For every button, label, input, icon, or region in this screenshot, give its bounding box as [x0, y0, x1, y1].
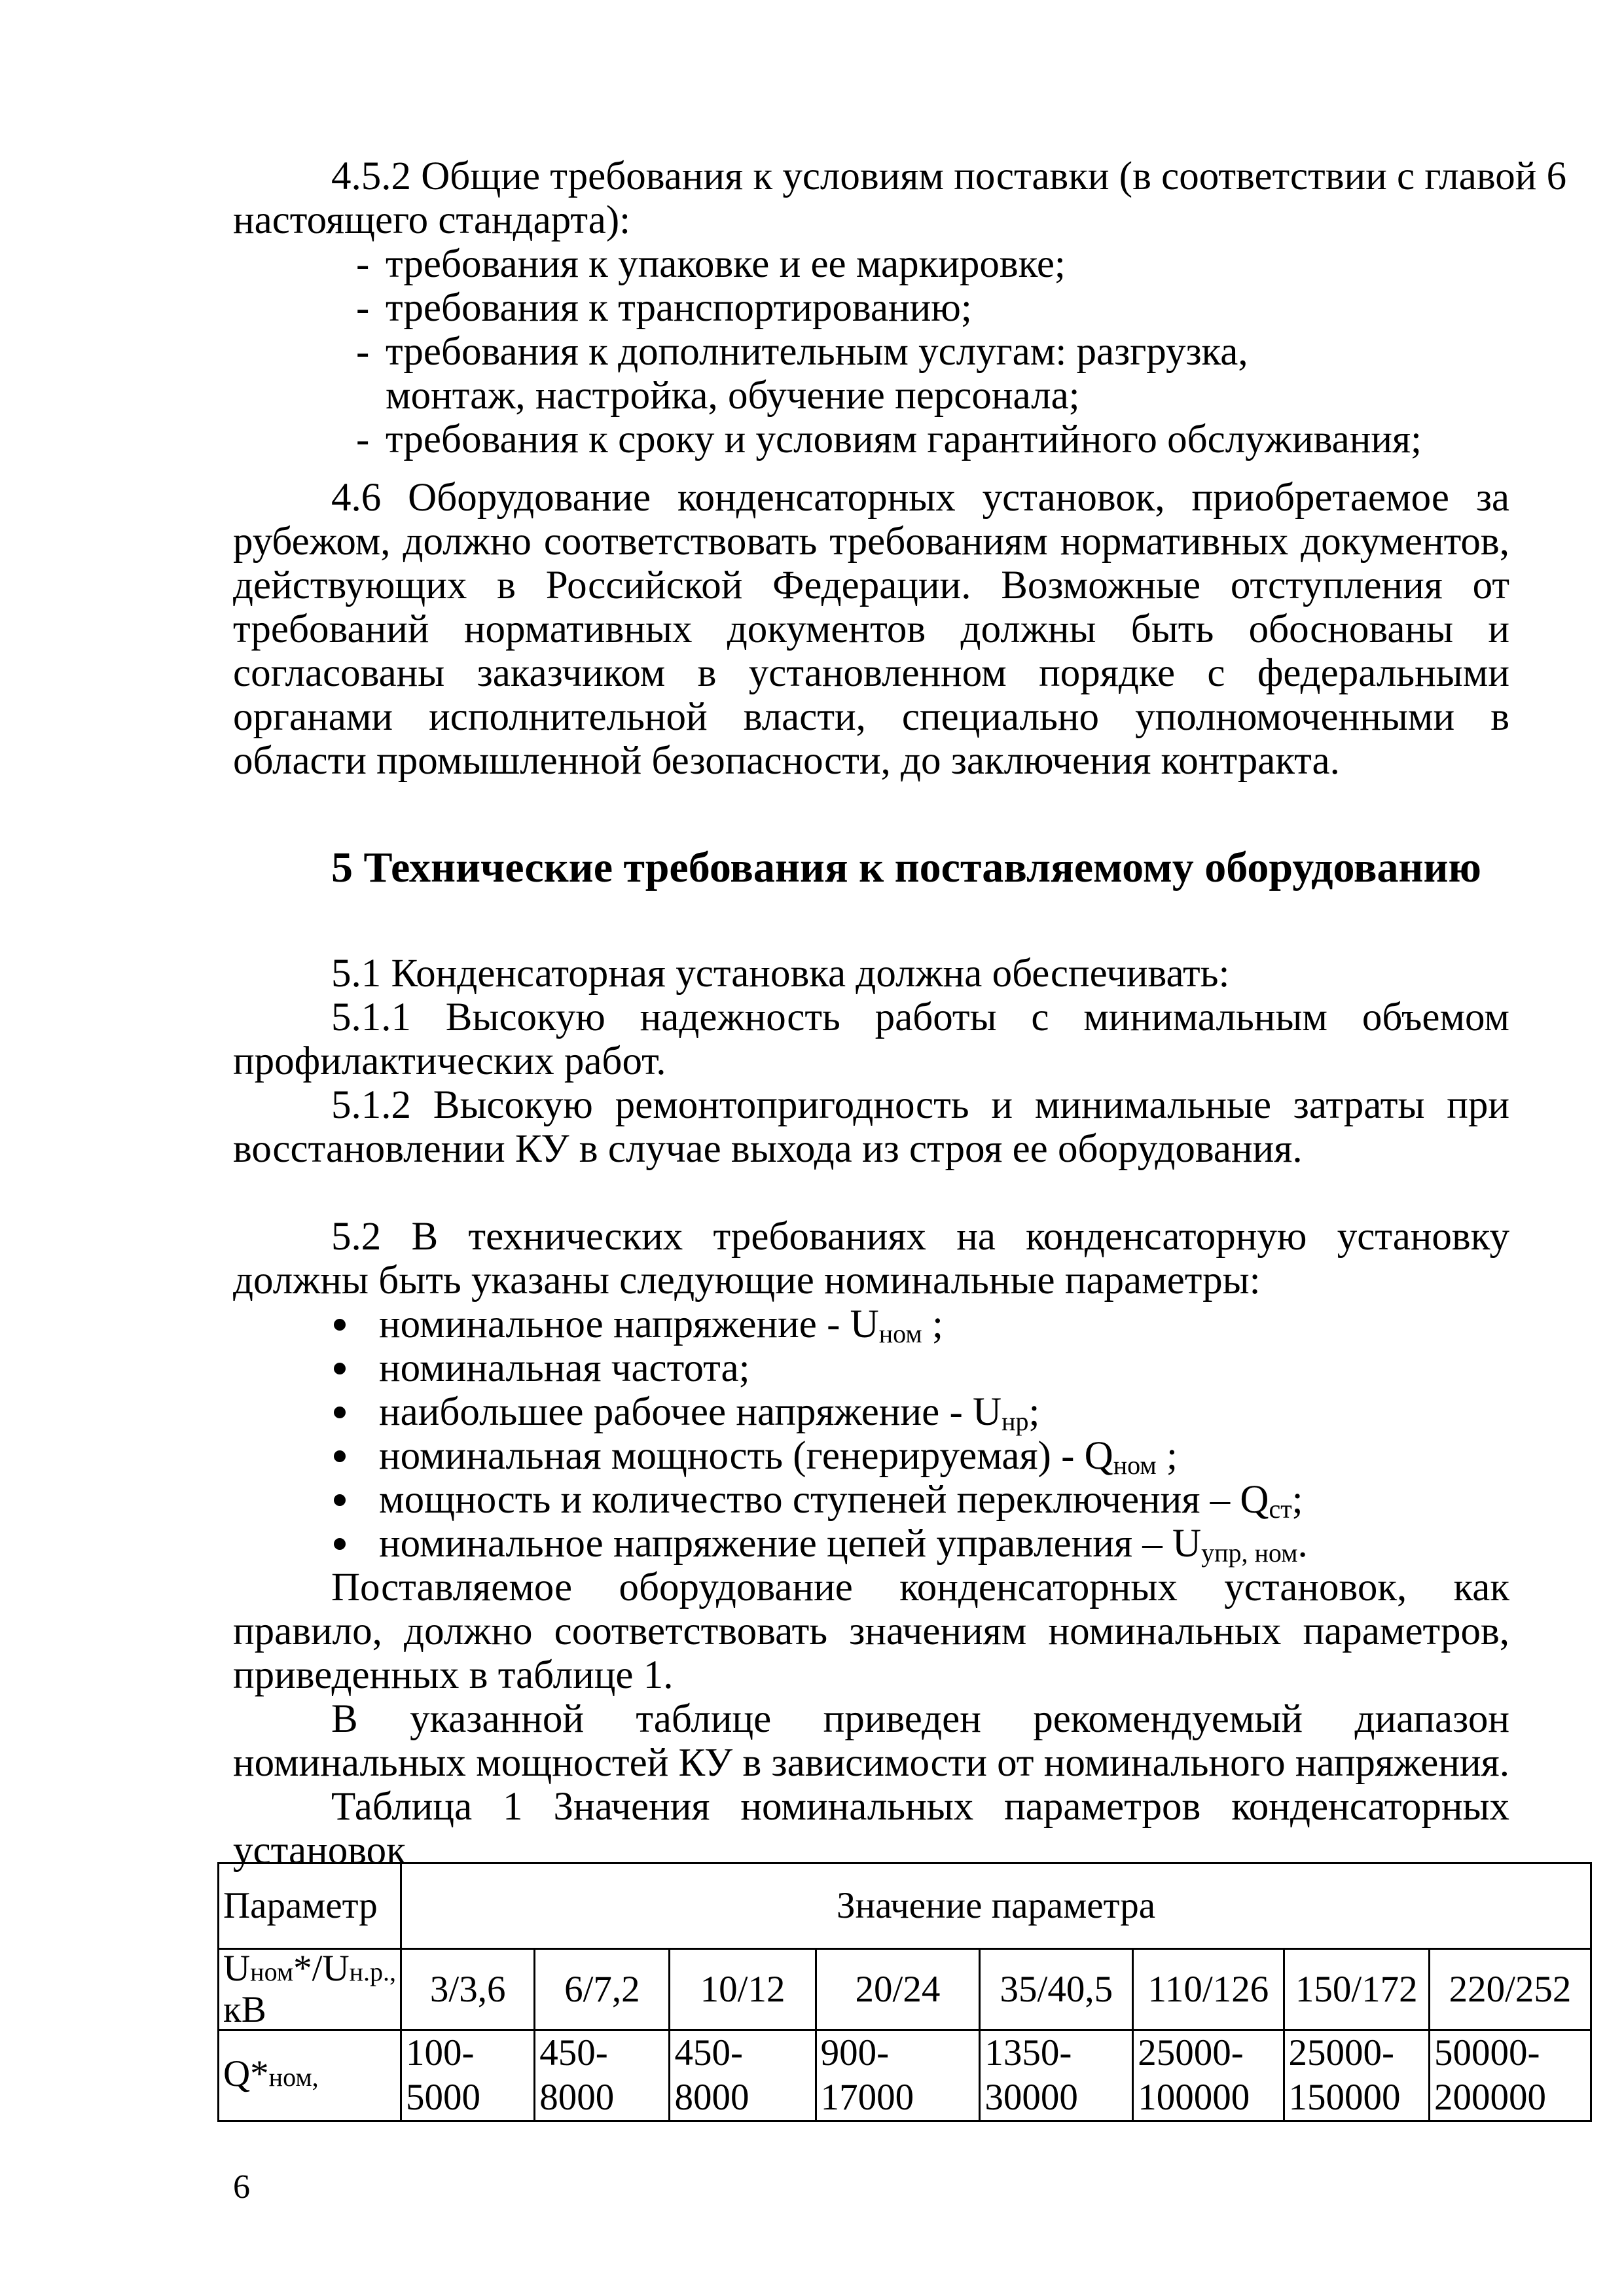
- page-number: 6: [233, 2168, 250, 2206]
- list-item-text: номинальное напряжение - U: [379, 1302, 879, 1346]
- list-item-text: требования к транспортированию;: [386, 286, 972, 330]
- table-cell: [816, 2030, 980, 2121]
- header-parameter: Параметр: [219, 1863, 401, 1949]
- table-cell: 20/24: [816, 1949, 980, 2030]
- cell-line: 100-: [406, 2032, 475, 2073]
- nominal-parameters-list: [233, 1302, 1509, 1566]
- paragraph-4-6: 4.6 Оборудование конденсаторных установок, приобретаемое за рубежом, должно соответствовать требованиям нормативных документов, действующих в Российской Федерации. Возможные отступления от требований нормативных документов должны быть обоснованы и согласованы заказчиком в установленном порядке с федеральными органами исполнительной власти, специально уполномоченными в области промышленной безопасности, до заключения контракта.: [233, 476, 1509, 783]
- cell-line: 450-: [539, 2032, 608, 2073]
- list-item-text: мощность и количество ступеней переключения – Q: [379, 1478, 1269, 1522]
- paragraph-4-5-2-line2: настоящего стандарта):: [233, 198, 631, 242]
- voltage-label-mid: */U: [293, 1948, 350, 1989]
- cell-line: 450-: [674, 2032, 743, 2073]
- table-cell: [401, 2030, 535, 2121]
- table-cell: [1133, 2030, 1284, 2121]
- list-item-tail: ;: [922, 1302, 943, 1346]
- paragraph-recommended-range: В указанной таблице приведен рекомендуемый диапазон номинальных мощностей КУ в зависимости от номинального напряжения.: [233, 1697, 1509, 1785]
- list-item-tail: ;: [1156, 1434, 1178, 1478]
- bullet-icon: [334, 1319, 346, 1331]
- dash-marker: -: [356, 286, 370, 330]
- subscript: ст: [1269, 1494, 1292, 1524]
- delivery-requirements-list: [233, 242, 1509, 461]
- list-item-text: номинальная частота;: [379, 1346, 750, 1390]
- paragraph-4-5-2-line1: 4.5.2 Общие требования к условиям поставки (в соответствии с главой 6: [331, 154, 1567, 198]
- table-caption: Таблица 1 Значения номинальных параметров конденсаторных установок: [233, 1785, 1509, 1873]
- paragraph-5-1: 5.1 Конденсаторная установка должна обеспечивать:: [331, 952, 1230, 996]
- voltage-label-u: U: [223, 1948, 251, 1989]
- cell-line: 100000: [1138, 2077, 1250, 2118]
- table-cell: 35/40,5: [980, 1949, 1133, 2030]
- bullet-icon: [334, 1407, 346, 1418]
- paragraph-5-1-2: 5.1.2 Высокую ремонтопригодность и минимальные затраты при восстановлении КУ в случае выхода из строя ее оборудования.: [233, 1083, 1509, 1171]
- bullet-icon: [334, 1363, 346, 1374]
- document-page: [233, 154, 1567, 1873]
- power-label: [219, 2030, 401, 2121]
- list-item-text: требования к дополнительным услугам: разгрузка, монтаж, настройка, обучение персонала;: [386, 330, 1248, 418]
- bullet-icon: [334, 1538, 346, 1550]
- list-item-text: наибольшее рабочее напряжение - U: [379, 1390, 1002, 1434]
- list-item: [356, 330, 1509, 418]
- table-cell: 220/252: [1430, 1949, 1591, 2030]
- cell-line: 900-: [820, 2032, 890, 2073]
- list-item: [331, 1390, 1509, 1434]
- table-cell: [535, 2030, 670, 2121]
- power-label-q: Q*: [223, 2053, 269, 2094]
- list-item-tail: ;: [1028, 1390, 1040, 1434]
- subscript: ном: [1113, 1450, 1157, 1480]
- table-cell: 150/172: [1284, 1949, 1430, 2030]
- table-cell: [1430, 2030, 1591, 2121]
- list-item-text: номинальная мощность (генерируемая) - Q: [379, 1434, 1113, 1478]
- bullet-icon: [334, 1450, 346, 1462]
- list-item: [331, 1522, 1509, 1566]
- cell-line: 17000: [820, 2077, 914, 2118]
- nominal-parameters-table: [217, 1862, 1592, 2122]
- voltage-label-unit: кВ: [223, 1989, 266, 2030]
- paragraph-supplied-equipment: Поставляемое оборудование конденсаторных установок, как правило, должно соответствовать значениям номинальных параметров, приведенных в таблице 1.: [233, 1566, 1509, 1697]
- subscript: ном: [878, 1319, 922, 1348]
- table-row-power: [219, 2030, 1591, 2121]
- table-cell: [980, 2030, 1133, 2121]
- list-item-text: номинальное напряжение цепей управления – U: [379, 1522, 1202, 1566]
- power-label-sub: ном,: [268, 2062, 319, 2092]
- header-value: Значение параметра: [401, 1863, 1591, 1949]
- dash-marker: -: [356, 330, 370, 374]
- table-cell: [1284, 2030, 1430, 2121]
- section-5-title: 5 Технические требования к поставляемому оборудованию: [331, 844, 1481, 891]
- cell-line: 30000: [984, 2077, 1078, 2118]
- table-cell: [670, 2030, 816, 2121]
- list-item: [331, 1478, 1509, 1522]
- table-cell: 10/12: [670, 1949, 816, 2030]
- table-cell: 110/126: [1133, 1949, 1284, 2030]
- paragraph-4-5-2: [233, 154, 1567, 198]
- bullet-icon: [334, 1494, 346, 1506]
- cell-line: 5000: [406, 2077, 481, 2118]
- table-header-row: [219, 1863, 1591, 1949]
- list-item: [331, 1346, 1509, 1390]
- cell-line: 8000: [674, 2077, 749, 2118]
- subscript: нр: [1001, 1407, 1029, 1436]
- cell-line: 150000: [1288, 2077, 1401, 2118]
- list-item: [356, 242, 1509, 286]
- dash-marker: -: [356, 242, 370, 286]
- cell-line: 25000-: [1288, 2032, 1394, 2073]
- list-item: [331, 1434, 1509, 1478]
- cell-line: 8000: [539, 2077, 615, 2118]
- list-item-text: требования к сроку и условиям гарантийного обслуживания;: [386, 418, 1422, 461]
- subscript: упр, ном: [1201, 1538, 1298, 1568]
- voltage-label-sub2: н.р.,: [349, 1957, 397, 1986]
- dash-marker: -: [356, 418, 370, 461]
- list-item: [356, 418, 1509, 461]
- table-cell: 6/7,2: [535, 1949, 670, 2030]
- cell-line: 1350-: [984, 2032, 1072, 2073]
- table-cell: 3/3,6: [401, 1949, 535, 2030]
- list-item-tail: ;: [1291, 1478, 1303, 1522]
- voltage-label: [219, 1949, 401, 2030]
- list-item-text: требования к упаковке и ее маркировке;: [386, 242, 1066, 286]
- voltage-label-sub1: ном: [250, 1957, 294, 1986]
- cell-line: 200000: [1434, 2077, 1547, 2118]
- cell-line: 50000-: [1434, 2032, 1540, 2073]
- list-item: [356, 286, 1509, 330]
- list-item: [331, 1302, 1509, 1346]
- cell-line: 25000-: [1138, 2032, 1244, 2073]
- paragraph-5-1-1: 5.1.1 Высокую надежность работы с минимальным объемом профилактических работ.: [233, 996, 1509, 1083]
- paragraph-5-2: 5.2 В технических требованиях на конденсаторную установку должны быть указаны следующие номинальные параметры:: [233, 1215, 1509, 1302]
- table-row-voltage: [219, 1949, 1591, 2030]
- list-item-tail: .: [1297, 1522, 1308, 1566]
